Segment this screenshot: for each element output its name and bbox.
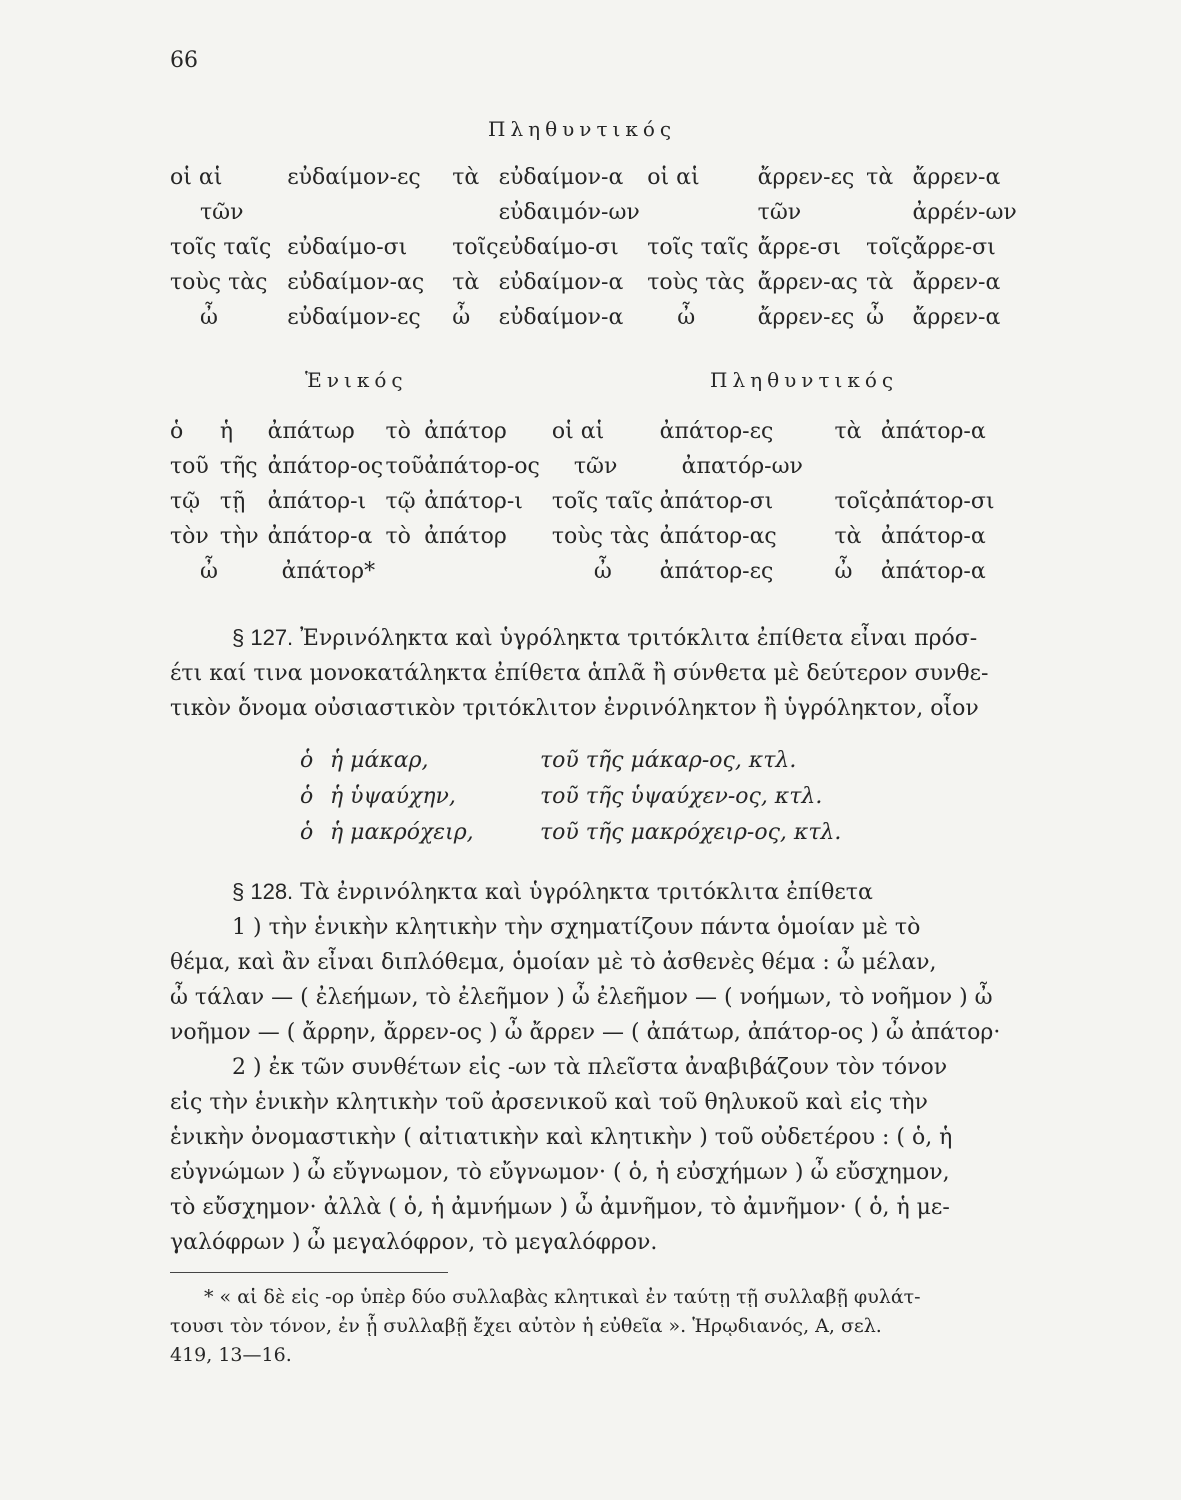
footnote-divider (170, 1272, 448, 1273)
plural-heading: Πληθυντικός (710, 368, 899, 392)
table-row: τοῖς ταῖς εὐδαίμο-σι τοῖς εὐδαίμο-σι τοῖς ταῖς ἄρρε-σι τοῖς ἄρρε-σι (170, 235, 996, 260)
table-row: τοὺς τὰς εὐδαίμον-ας τὰ εὐδαίμον-α τοὺς τὰς ἄρρεν-ας τὰ ἄρρεν-α (170, 270, 1001, 295)
table-row: ὁ ἡ ἀπάτωρ τὸ ἀπάτορ οἱ αἱ ἀπάτορ-ες τὰ ἀπάτορ-α (170, 419, 986, 444)
section-127-number: § 127. (232, 625, 294, 650)
table-row: ὦ ἀπάτορ* ὦ ἀπάτορ-ες ὦ ἀπάτορ-α (200, 559, 986, 584)
table-row: ὦ εὐδαίμον-ες ὦ εὐδαίμον-α ὦ ἄρρεν-ες ὦ ἄρρεν-α (200, 305, 1001, 330)
section-128: § 128. Τὰ ἐνρινόληκτα καὶ ὑγρόληκτα τριτόκλιτα ἐπίθετα 1 ) τὴν ἑνικὴν κλητικὴν τὴν σχηματίζουν πάντα ὁμοίαν μὲ τὸ θέμα, καὶ ἂν εἶναι διπλόθεμα, ὁμοίαν μὲ τὸ ἀσθενὲς θέμα : ὦ μέλαν, ὦ τάλαν — ( ἐλεήμων, τὸ ἐλεῆμον ) ὦ ἐλεῆμον — ( νοήμων, τὸ νοῆμον ) ὦ νοῆμον — ( ἄρρην, ἄρρεν-ος ) ὦ ἄρρεν — ( ἀπάτωρ, ἀπάτορ-ος ) ὦ ἀπάτορ· 2 ) ἐκ τῶν συνθέτων εἰς -ων τὰ πλεῖστα ἀναβιβάζουν τὸν τόνον εἰς τὴν ἑνικὴν κλητικὴν τοῦ ἀρσενικοῦ καὶ τοῦ θηλυκοῦ καὶ εἰς τὴν ἑνικὴν ὀνομαστικὴν ( αἰτιατικὴν καὶ κλητικὴν ) τοῦ οὐδετέρου : ( ὁ, ἡ εὐγνώμων ) ὦ εὔγνωμον, τὸ εὔγνωμον· ( ὁ, ἡ εὐσχήμων ) ὦ εὔσχημον, τὸ εὔσχημον· ἀλλὰ ( ὁ, ἡ ἀμνήμων ) ὦ ἀμνῆμον, τὸ ἀμνῆμον· ( ὁ, ἡ με- γαλόφρων ) ὦ μεγαλόφρον, τὸ μεγαλόφρον. (170, 879, 1001, 1255)
singular-heading: Ἑνικός (305, 368, 408, 392)
table-row: τὸν τὴν ἀπάτορ-α τὸ ἀπάτορ τοὺς τὰς ἀπάτορ-ας τὰ ἀπάτορ-α (170, 524, 986, 549)
declension-table-eudaimon-arren (170, 160, 1020, 335)
section-128-number: § 128. (232, 879, 294, 904)
plural-heading-top: Πληθυντικός (488, 117, 677, 141)
declension-table-apator (170, 414, 1020, 589)
table-row: τῷ τῇ ἀπάτορ-ι τῷ ἀπάτορ-ι τοῖς ταῖς ἀπάτορ-σι τοῖς ἀπάτορ-σι (170, 489, 995, 514)
page-number: 66 (170, 48, 198, 73)
section-127: § 127. Ἐνρινόληκτα καὶ ὑγρόληκτα τριτόκλιτα ἐπίθετα εἶναι πρόσ- έτι καί τινα μονοκατάληκτα ἐπίθετα ἁπλᾶ ἢ σύνθετα μὲ δεύτερον συνθε- τικὸν ὄνομα οὐσιαστικὸν τριτόκλιτον ἐνρινόληκτον ἢ ὑγρόληκτον, οἷον (170, 625, 989, 721)
table-row: τοῦ τῆς ἀπάτορ-ος τοῦ ἀπάτορ-ος τῶν ἀπατόρ-ων (170, 454, 803, 479)
document-page: 66 Πληθυντικός οἱ αἱ εὐδαίμον-ες τὰ εὐδαίμον-α οἱ αἱ ἄρρεν-ες τὰ ἄρρεν-α τῶν εὐδαιμόν-ων τῶν ἀρρέν-ων τοῖς ταῖς εὐδαίμο-σι τοῖς εὐδαίμο-σι τοῖς ταῖς ἄρρε-σι τοῖς ἄρρε-σι τοὺς τὰς εὐδαίμον-ας τὰ εὐδαίμον-α τοὺς τὰς ἄρρεν-ας τὰ ἄρρεν-α ὦ εὐδαίμον-ες ὦ εὐδαίμον-α ὦ ἄρρεν-ες ὦ ἄρρεν-α Ἑνικός Πληθυντικός ὁ ἡ ἀπάτωρ τὸ ἀπάτορ οἱ αἱ ἀπάτορ-ες τὰ ἀπάτορ-α τοῦ τῆς ἀπάτορ-ος τοῦ ἀπάτορ-ος τῶν ἀπατόρ-ων τῷ τῇ ἀπάτορ-ι τῷ ἀπάτορ-ι τοῖς ταῖς ἀπάτορ-σι τοῖς ἀπάτορ-σι τὸν τὴν ἀπάτορ-α τὸ ἀπάτορ τοὺς τὰς ἀπάτορ-ας τὰ ἀπάτορ-α ὦ ἀπάτορ* ὦ ἀπάτορ-ες ὦ ἀπάτορ-α § 127. Ἐνρινόληκτα καὶ ὑγρόληκτα τριτόκλιτα ἐπίθετα εἶναι πρόσ- έτι καί τινα μονοκατάληκτα ἐπίθετα ἁπλᾶ ἢ σύνθετα μὲ δεύτερον συνθε- τικὸν ὄνομα οὐσιαστικὸν τριτόκλιτον ἐνρινόληκτον ἢ ὑγρόληκτον, οἷον ὁ ἡ μάκαρ, τοῦ τῆς μάκαρ-ος, κτλ. ὁ ἡ ὑψαύχην, τοῦ τῆς ὑψαύχεν-ος, κτλ. ὁ ἡ μακρόχειρ, τοῦ τῆς μακρόχειρ-ος, κτλ. § 128. Τὰ ἐνρινόληκτα καὶ ὑγρόληκτα τριτόκλιτα ἐπίθετα 1 ) τὴν ἑνικὴν κλητικὴν τὴν σχηματίζουν πάντα ὁμοίαν μὲ τὸ θέμα, καὶ ἂν εἶναι διπλόθεμα, ὁμοίαν μὲ τὸ ἀσθενὲς θέμα : ὦ μέλαν, ὦ τάλαν — ( ἐλεήμων, τὸ ἐλεῆμον ) ὦ ἐλεῆμον — ( νοήμων, τὸ νοῆμον ) ὦ νοῆμον — ( ἄρρην, ἄρρεν-ος ) ὦ ἄρρεν — ( ἀπάτωρ, ἀπάτορ-ος ) ὦ ἀπάτορ· 2 ) ἐκ τῶν συνθέτων εἰς -ων τὰ πλεῖστα ἀναβιβάζουν τὸν τόνον εἰς τὴν ἑνικὴν κλητικὴν τοῦ ἀρσενικοῦ καὶ τοῦ θηλυκοῦ καὶ εἰς τὴν ἑνικὴν ὀνομαστικὴν ( αἰτιατικὴν καὶ κλητικὴν ) τοῦ οὐδετέρου : ( ὁ, ἡ εὐγνώμων ) ὦ εὔγνωμον, τὸ εὔγνωμον· ( ὁ, ἡ εὐσχήμων ) ὦ εὔσχημον, τὸ εὔσχημον· ἀλλὰ ( ὁ, ἡ ἀμνήμων ) ὦ ἀμνῆμον, τὸ ἀμνῆμον· ( ὁ, ἡ με- γαλόφρων ) ὦ μεγαλόφρον, τὸ μεγαλόφρον. * « αἱ δὲ εἰς -ορ ὑπὲρ δύο συλλαβὰς κλητικαὶ ἐν ταύτῃ τῇ συλλαβῇ φυλάτ- τουσι τὸν τόνον, ἐν ᾗ συλλαβῇ ἔχει αὐτὸν ἡ εὐθεῖα ». Ἡρῳδιανός, Α, σελ. 419, 13—16. (0, 0, 1181, 1500)
footnote: * « αἱ δὲ εἰς -ορ ὑπὲρ δύο συλλαβὰς κλητικαὶ ἐν ταύτῃ τῇ συλλαβῇ φυλάτ- τουσι τὸν τόνον, ἐν ᾗ συλλαβῇ ἔχει αὐτὸν ἡ εὐθεῖα ». Ἡρῳδιανός, Α, σελ. 419, 13—16. (170, 1286, 921, 1366)
table-row: τῶν εὐδαιμόν-ων τῶν ἀρρέν-ων (200, 200, 1017, 225)
table-row: οἱ αἱ εὐδαίμον-ες τὰ εὐδαίμον-α οἱ αἱ ἄρρεν-ες τὰ ἄρρεν-α (170, 165, 1001, 190)
